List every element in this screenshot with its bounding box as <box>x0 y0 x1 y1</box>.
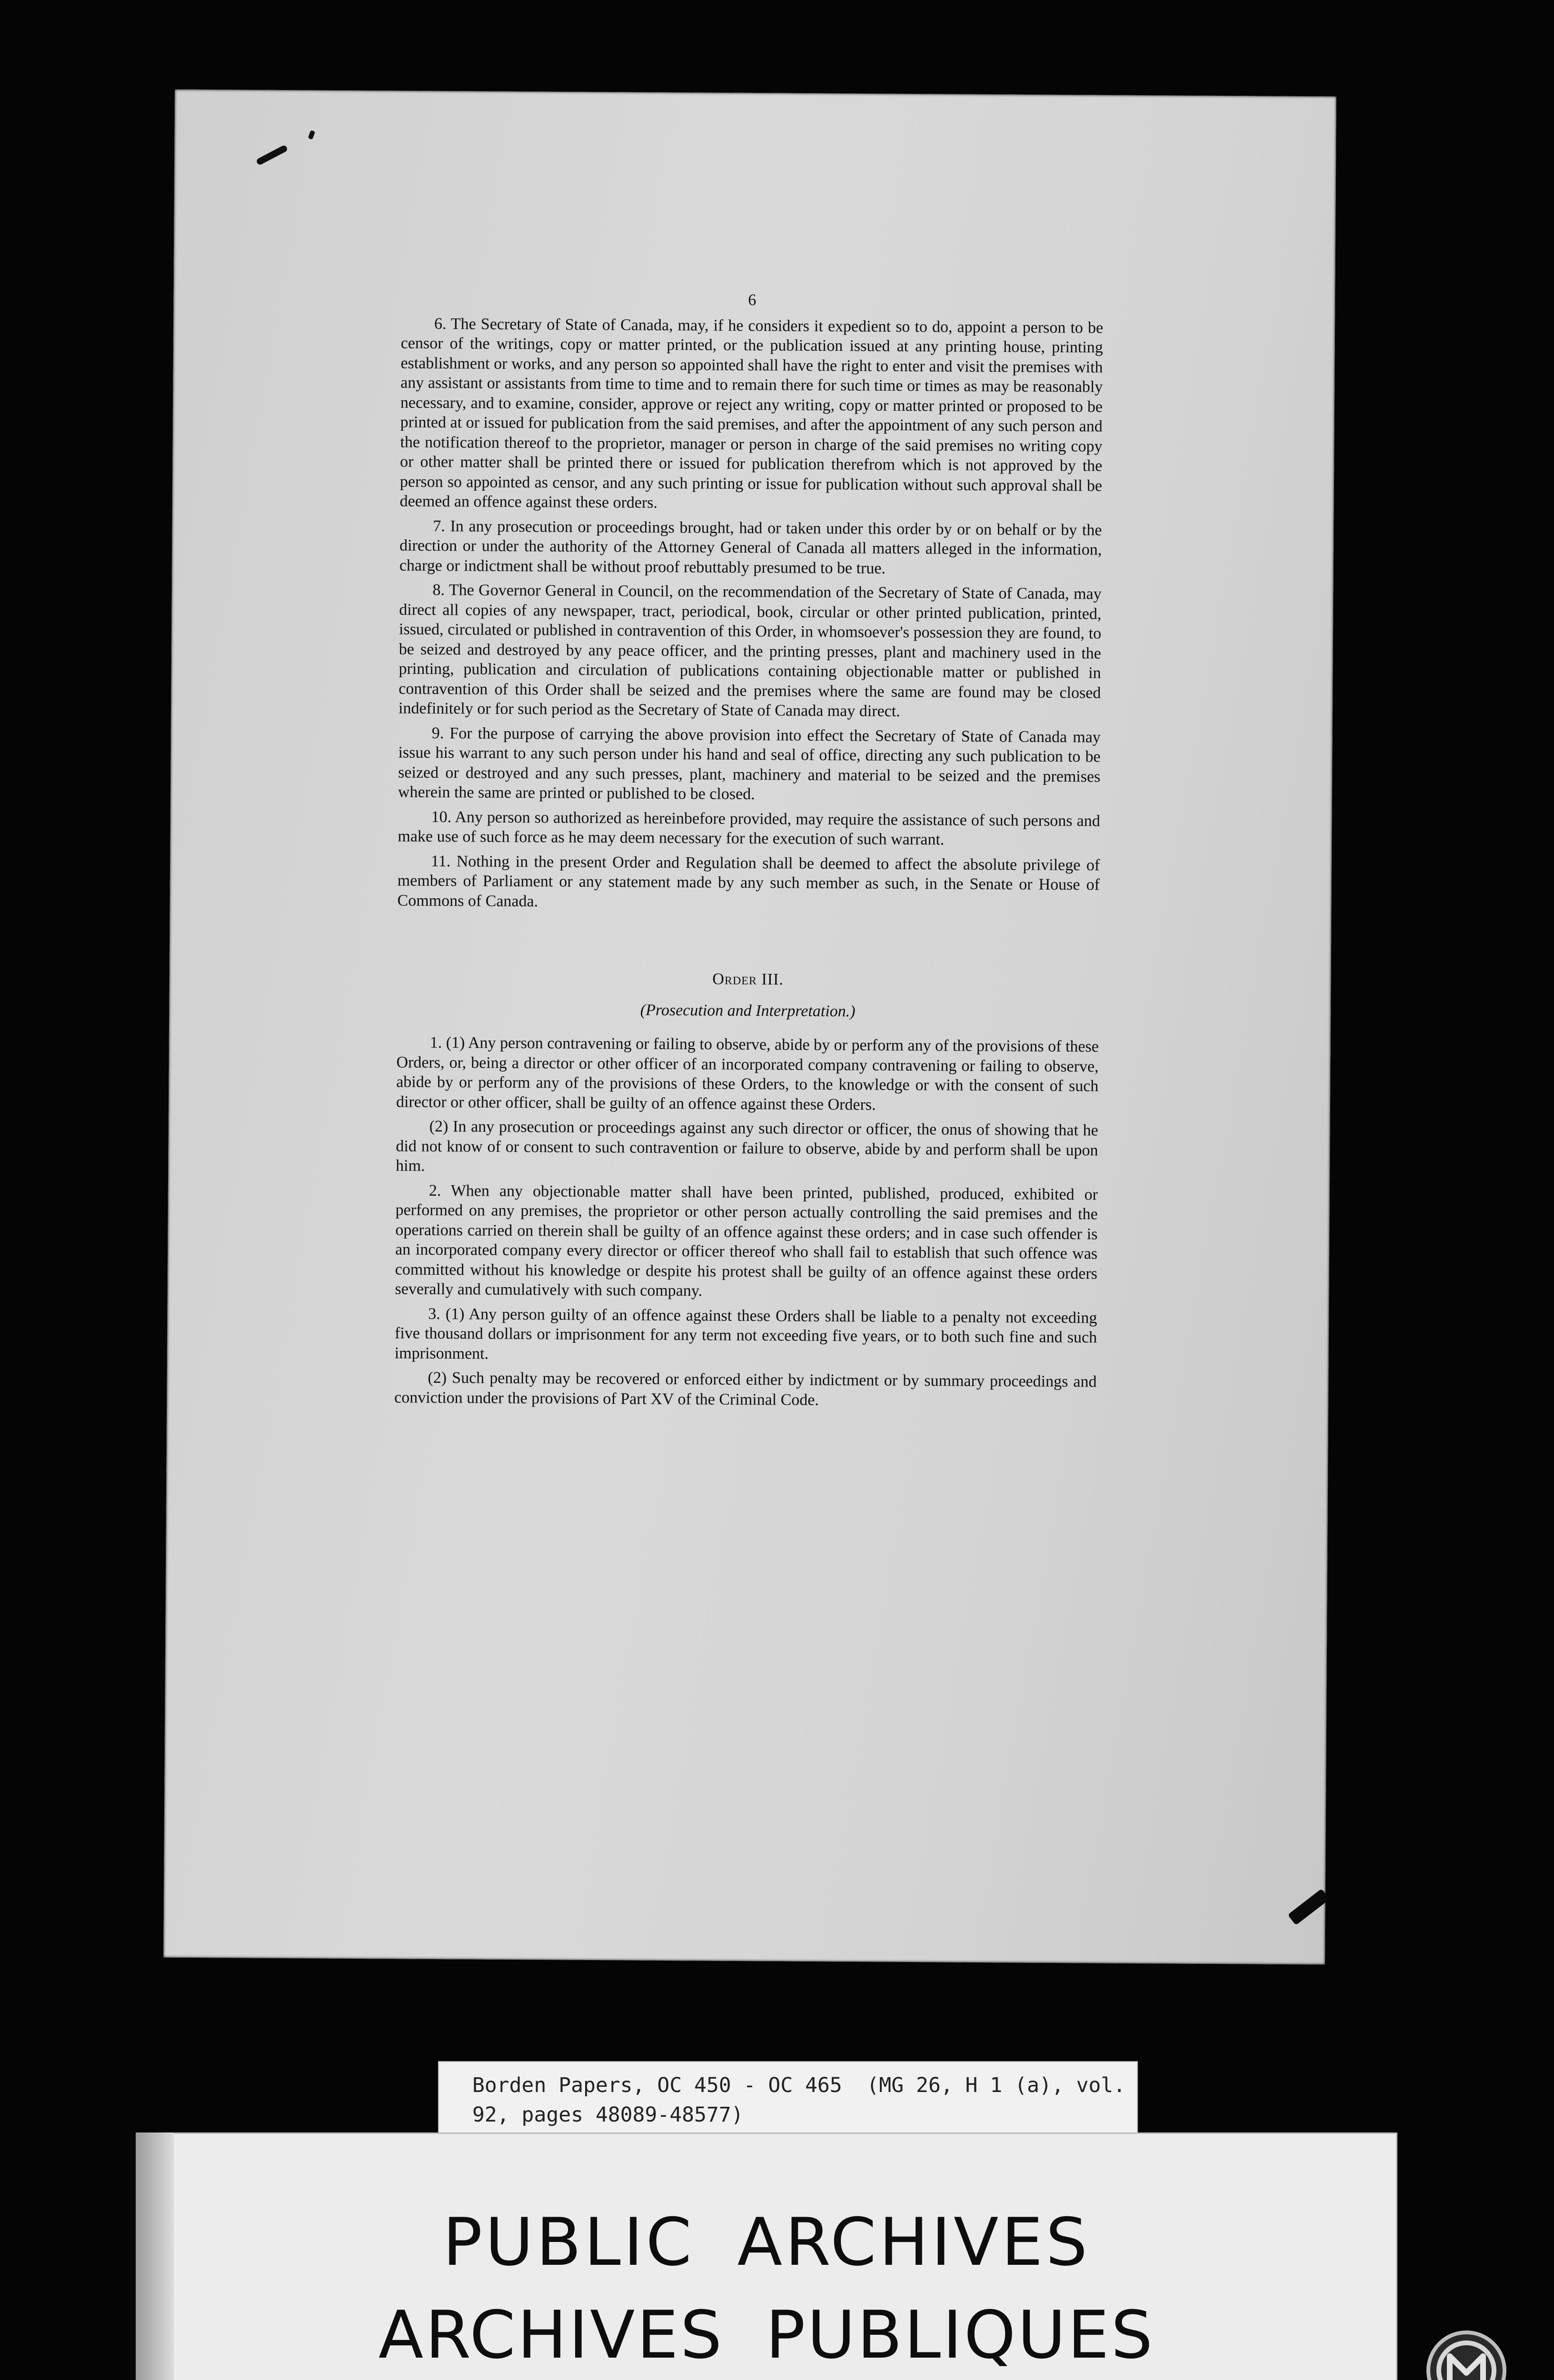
clip-mark <box>1288 1889 1330 1925</box>
page-number: 6 <box>748 291 757 309</box>
archives-line-french: ARCHIVES PUBLIQUES <box>378 2297 1155 2373</box>
pen-mark-small <box>308 130 316 139</box>
clause-3-1: 3. (1) Any person guilty of an offence against these Orders shall be liable to a penalty not exceeding five thousand dollars or imprisonment for any term not exceeding five years, or to both such fine and such imprisonment. <box>394 1305 1097 1363</box>
clause-1-1: 1. (1) Any person contravening or failing to observe, abide by or perform any of the provisions of these Orders, or, being a director or other officer of an incorporated company contravening or failing to observe, abide by or perform any of the provisions of these Orders, to the knowledge or with the consent of such director or other officer, shall be guilty of an offence against these Orders. <box>396 1033 1099 1114</box>
archives-seal-icon <box>1424 2328 1509 2380</box>
reference-line-2: 92, pages 48089-48577) <box>472 2103 744 2127</box>
paragraph-10: 10. Any person so authorized as hereinbefore provided, may require the assistance of such persons and make use of such force as he may deem necessary for the execution of such warrant. <box>398 808 1100 849</box>
archives-line-english: PUBLIC ARCHIVES <box>442 2204 1091 2281</box>
paragraph-8: 8. The Governor General in Council, on the recommendation of the Secretary of State of Canada, may direct all copies of any newspaper, tract, periodical, book, circular or other printed publication, printed, issued, circulated or published in contravention of this Order, in whomsoever's possession they are found, to be seized and destroyed by any peace officer, and the printing presses, plant and machinery used in the printing, publication and circulation of publications containing objectionable matter or published in contravention of this Order shall be seized and the premises where the same are found may be closed indefinitely or for such period as the Secretary of State of Canada may direct. <box>398 581 1102 720</box>
archives-card <box>136 2132 1397 2380</box>
document-text <box>394 288 1103 1416</box>
paragraph-7: 7. In any prosecution or proceedings brought, had or taken under this order by or on behalf or by the direction or under the authority of the Attorney General of Canada all matters alleged in the information, charge or indictment shall be without proof rebuttably presumed to be true. <box>399 517 1102 577</box>
clause-3-2: (2) Such penalty may be recovered or enforced either by indictment or by summary proceedings and conviction under the provisions of Part XV of the Criminal Code. <box>394 1368 1097 1409</box>
document-page <box>163 89 1336 1965</box>
order-heading: Order III. <box>712 970 784 989</box>
paragraph-11: 11. Nothing in the present Order and Regulation shall be deemed to affect the absolute privilege of members of Parliament or any statement made by any such member as such, in the Senate or House of Commons of Canada. <box>397 852 1100 910</box>
reference-slip <box>438 2061 1138 2137</box>
paragraph-9: 9. For the purpose of carrying the above provision into effect the Secretary of State of Canada may issue his warrant to any such person under his hand and seal of office, directing any such publication to be seized or destroyed and any such presses, plant, machinery and material to be seized and the premises wherein the same are printed or published to be closed. <box>398 724 1101 803</box>
paragraph-6: 6. The Secretary of State of Canada, may, if he considers it expedient so to do, appoint a person to be censor of the writings, copy or matter printed, or the publication issued at any printing house, printing establishment or works, and any person so appointed shall have the right to enter and visit the premises with any assistant or assistants from time to time and to remain there for such time or times as may be reasonably necessary, and to examine, consider, approve or reject any writing, copy or matter printed or proposed to be printed at or issued for publication from the said premises, and after the appointment of any such person and the notification thereof to the proprietor, manager or person in charge of the said premises no writing copy or other matter shall be printed there or issued for publication therefrom which is not approved by the person so appointed as censor, and any such printing or issue for publication without such approval shall be deemed an offence against these orders. <box>399 315 1104 512</box>
clause-1-2: (2) In any prosecution or proceedings against any such director or officer, the onus of showing that he did not know of or consent to such contravention or failure to observe, abide by and perform shall be upon him. <box>396 1117 1098 1175</box>
reference-line-1: Borden Papers, OC 450 - OC 465 (MG 26, H 1 (a), vol. <box>472 2073 1126 2097</box>
pen-mark <box>256 144 289 166</box>
clause-2: 2. When any objectionable matter shall have been printed, published, produced, exhibited or performed on any premises, the proprietor or other person actually controlling the said premises and the operations carried on therein shall be guilty of an offence against these orders; and in case such offender is an incorporated company every director or officer thereof who shall fail to establish that such offence was committed without his knowledge or despite his protest shall be guilty of an offence against these orders severally and cumulatively with such company. <box>395 1181 1098 1300</box>
order-subheading: (Prosecution and Interpretation.) <box>640 1001 856 1020</box>
